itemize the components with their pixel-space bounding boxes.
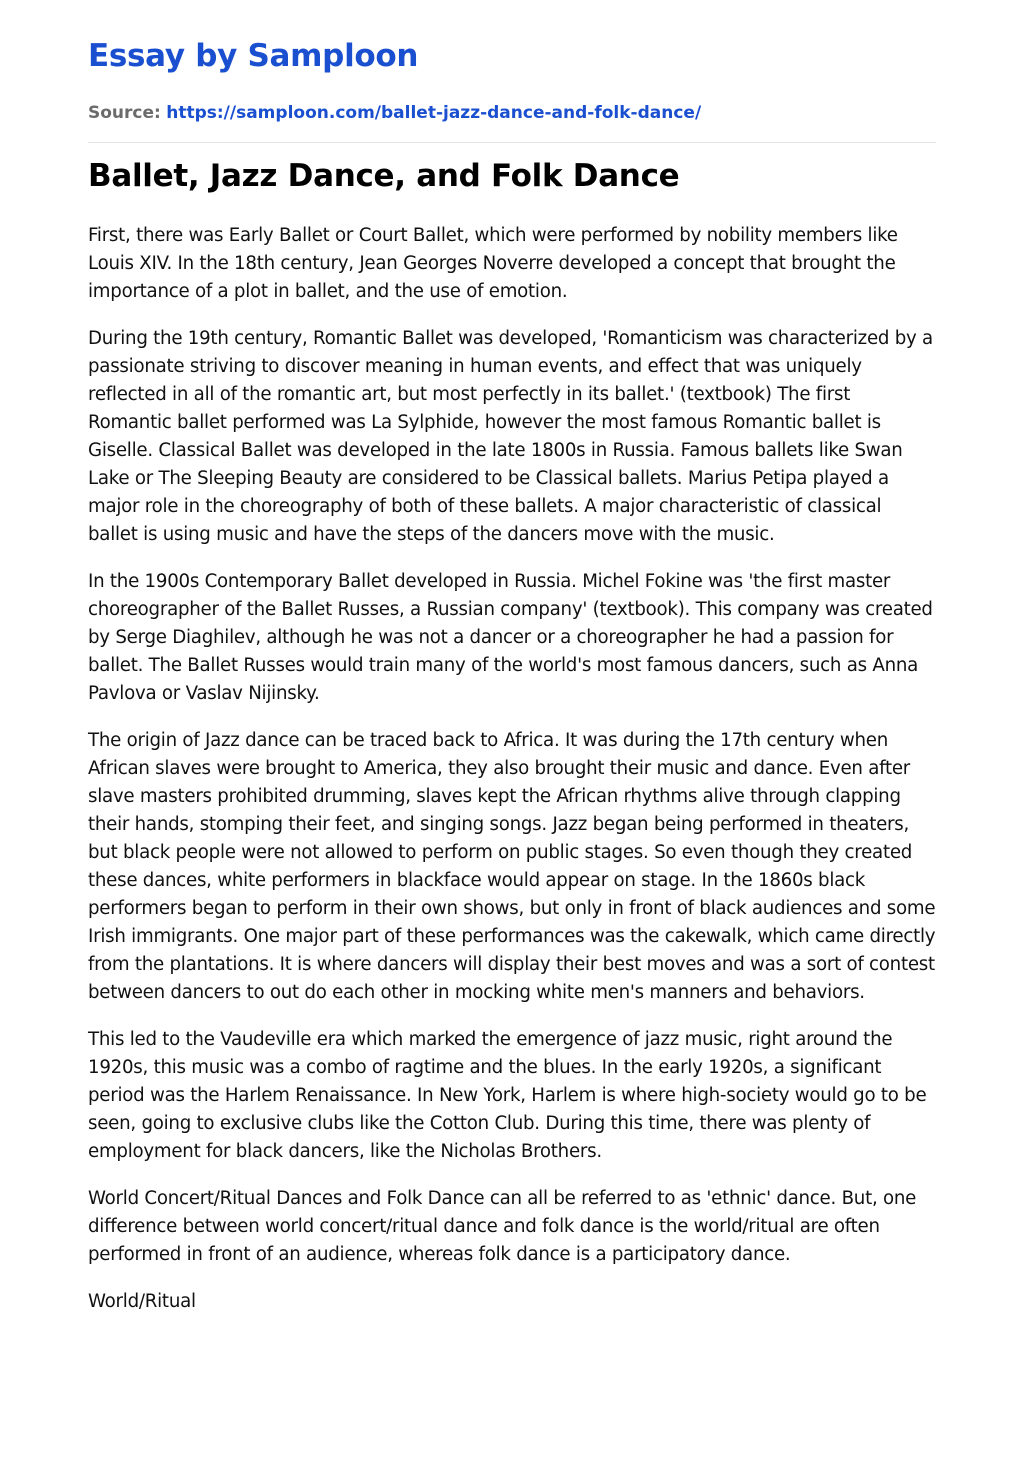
- source-link[interactable]: https://samploon.com/ballet-jazz-dance-and-folk-dance/: [166, 103, 702, 123]
- paragraph-5: This led to the Vaudeville era which marked the emergence of jazz music, right around the 1920s, this music was a combo of ragtime and the blues. In the early 1920s, a significant period was the Harlem Renaissance. In New York, Harlem is where high-society would go to be seen, going to exclusive clubs like the Cotton Club. During this time, there was plenty of employment for black dancers, like the Nicholas Brothers.: [88, 1029, 927, 1162]
- brand-title[interactable]: Essay by Samploon: [88, 38, 419, 74]
- source-line: [88, 101, 701, 125]
- header-divider: [88, 142, 936, 143]
- paragraph-2: During the 19th century, Romantic Ballet was developed, 'Romanticism was characterized by a passionate striving to discover meaning in human events, and effect that was uniquely reflected in all of the romantic art, but most perfectly in its ballet.' (textbook) The first Romantic ballet performed was La Sylphide, however the most famous Romantic ballet is Giselle. Classical Ballet was developed in the late 1800s in Russia. Famous ballets like Swan Lake or The Sleeping Beauty are considered to be Classical ballets. Marius Petipa played a major role in the choreography of both of these ballets. A major characteristic of classical ballet is using music and have the steps of the dancers move with the music.: [88, 328, 933, 545]
- section-subheading: World/Ritual: [88, 1291, 196, 1312]
- paragraph-3: In the 1900s Contemporary Ballet developed in Russia. Michel Fokine was 'the first master choreographer of the Ballet Russes, a Russian company' (textbook). This company was created by Serge Diaghilev, although he was not a dancer or a choreographer he had a passion for ballet. The Ballet Russes would train many of the world's most famous dancers, such as Anna Pavlova or Vaslav Nijinsky.: [88, 571, 933, 704]
- paragraph-6: World Concert/Ritual Dances and Folk Dance can all be referred to as 'ethnic' dance. But, one difference between world concert/ritual dance and folk dance is the world/ritual are often performed in front of an audience, whereas folk dance is a participatory dance.: [88, 1188, 917, 1265]
- source-label: Source:: [88, 103, 161, 123]
- paragraph-4: The origin of Jazz dance can be traced back to Africa. It was during the 17th century when African slaves were brought to America, they also brought their music and dance. Even after slave masters prohibited drumming, slaves kept the African rhythms alive through clapping their hands, stomping their feet, and singing songs. Jazz began being performed in theaters, but black people were not allowed to perform on public stages. So even though they created these dances, white performers in blackface would appear on stage. In the 1860s black performers began to perform in their own shows, but only in front of black audiences and some Irish immigrants. One major part of these performances was the cakewalk, which came directly from the plantations. It is where dancers will display their best moves and was a sort of contest between dancers to out do each other in mocking white men's manners and behaviors.: [88, 730, 936, 1003]
- essay-title: Ballet, Jazz Dance, and Folk Dance: [88, 158, 680, 194]
- essay-body: [88, 222, 936, 1316]
- paragraph-1: First, there was Early Ballet or Court Ballet, which were performed by nobility members like Louis XIV. In the 18th century, Jean Georges Noverre developed a concept that brought the importance of a plot in ballet, and the use of emotion.: [88, 225, 898, 302]
